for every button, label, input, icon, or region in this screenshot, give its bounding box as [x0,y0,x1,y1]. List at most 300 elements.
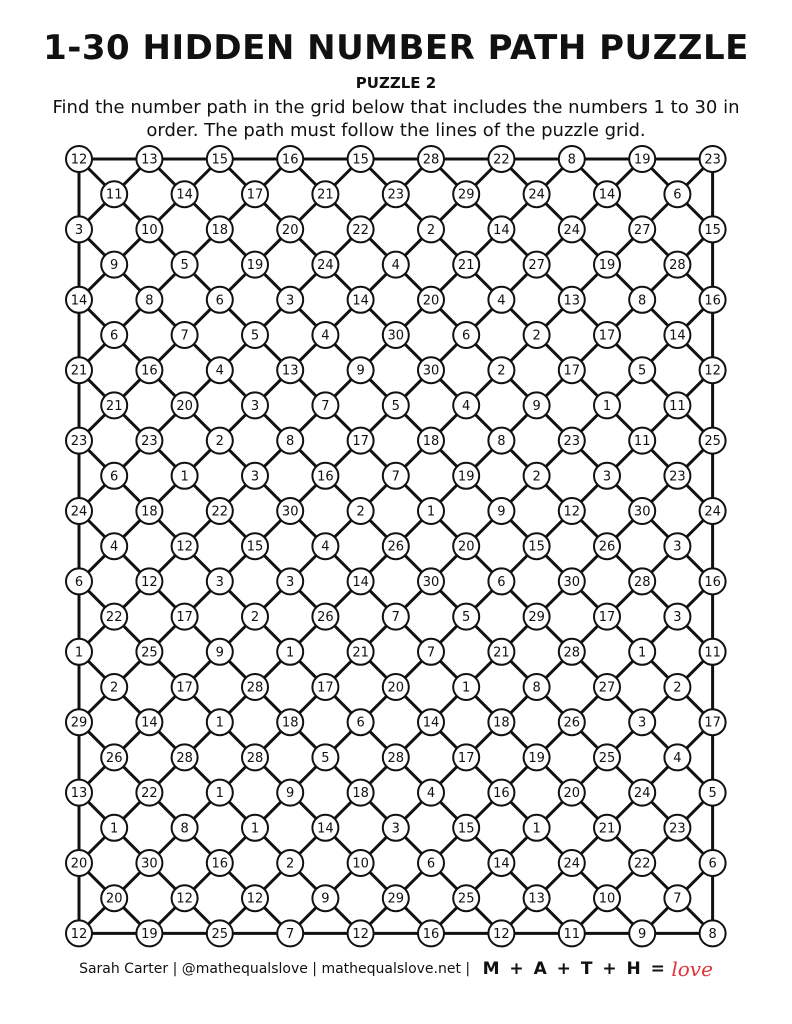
grid-node-corner [629,146,655,172]
grid-node-center [101,181,127,207]
grid-node-corner [348,780,374,806]
number-value: 18 [141,504,158,520]
grid-node-corner [418,428,444,454]
number-value: 14 [176,187,193,203]
number-value: 12 [352,926,369,942]
grid-node-center [242,885,268,911]
number-value: 25 [598,750,616,766]
grid-node-center [172,322,198,348]
grid-node-center [664,392,690,418]
number-value: 2 [215,434,224,450]
number-value: 6 [356,715,365,731]
number-value: 6 [673,187,682,203]
grid-node-corner [629,428,655,454]
number-value: 1 [462,680,471,696]
grid-node-center [524,744,550,770]
grid-node-center [383,885,409,911]
grid-node-center [101,815,127,841]
number-value: 19 [633,152,651,168]
number-value: 22 [352,222,369,238]
grid-node-corner [629,709,655,735]
grid-node-corner [700,428,726,454]
grid-node-corner [136,709,162,735]
grid-node-corner [700,920,726,946]
number-value: 12 [70,152,88,168]
number-value: 29 [70,715,88,731]
number-value: 6 [215,293,224,309]
grid-node-corner [348,287,374,313]
number-value: 4 [321,539,330,555]
grid-node-center [101,463,127,489]
number-value: 18 [422,434,440,450]
grid-node-center [594,885,620,911]
grid-node-corner [418,639,444,665]
grid-node-center [524,533,550,559]
number-value: 15 [528,539,545,555]
grid-node-corner [488,428,514,454]
number-value: 17 [317,680,334,696]
number-value: 9 [356,363,365,379]
grid-node-center [172,674,198,700]
grid-node-corner [66,146,92,172]
grid-node-corner [207,357,233,383]
number-value: 1 [74,645,84,661]
number-value: 16 [493,786,510,802]
number-value: 27 [633,222,651,238]
number-value: 19 [141,926,158,942]
number-value: 1 [215,715,224,731]
number-value: 21 [598,821,616,837]
grid-node-corner [136,428,162,454]
number-value: 5 [321,750,330,766]
footer [0,957,792,981]
grid-node-corner [488,920,514,946]
number-value: 8 [145,293,154,309]
grid-node-center [101,885,127,911]
number-value: 28 [246,750,264,766]
grid-node-corner [277,428,303,454]
grid-node-corner [488,498,514,524]
grid-node-corner [207,498,233,524]
grid-node-center [664,252,690,278]
number-value: 12 [563,504,581,520]
grid-node-corner [136,568,162,594]
grid-node-corner [348,146,374,172]
number-value: 5 [708,786,717,802]
number-value: 13 [141,152,158,168]
grid-node-center [453,252,479,278]
grid-node-corner [207,568,233,594]
grid-node-center [383,252,409,278]
grid-node-corner [277,216,303,242]
number-value: 3 [602,469,612,485]
grid-node-corner [348,498,374,524]
grid-node-center [172,815,198,841]
grid-node-corner [207,850,233,876]
number-value: 28 [246,680,264,696]
grid-node-corner [418,709,444,735]
number-value: 26 [598,539,616,555]
grid-node-center [383,674,409,700]
grid-node-corner [207,780,233,806]
grid-node-corner [136,498,162,524]
number-value: 2 [532,469,541,485]
number-value: 16 [211,856,229,872]
grid-node-corner [700,498,726,524]
number-value: 23 [70,434,88,450]
grid-node-corner [66,498,92,524]
grid-node-center [453,674,479,700]
grid-node-center [524,392,550,418]
grid-node-center [594,744,620,770]
grid-node-center [594,815,620,841]
grid-node-corner [629,920,655,946]
number-value: 16 [422,926,440,942]
grid-node-corner [559,920,585,946]
grid-node-corner [559,780,585,806]
instructions: Find the number path in the grid below that includes the numbers 1 to 30 in order. The path must follow the lines of the puzzle grid. [52,97,740,141]
number-value: 4 [321,328,330,344]
grid-node-corner [348,216,374,242]
number-value: 6 [74,574,84,590]
number-value: 16 [704,574,721,590]
number-value: 2 [532,328,541,344]
number-value: 6 [426,856,436,872]
grid-node-corner [207,428,233,454]
grid-node-corner [559,216,585,242]
number-value: 24 [563,856,581,872]
number-value: 19 [528,750,545,766]
number-value: 14 [598,187,616,203]
number-value: 13 [70,786,88,802]
grid-node-center [101,744,127,770]
number-value: 5 [250,328,260,344]
number-value: 24 [633,786,651,802]
number-value: 23 [387,187,405,203]
number-value: 9 [532,398,541,414]
number-value: 5 [180,258,189,274]
number-value: 1 [532,821,541,837]
number-value: 21 [70,363,88,379]
number-value: 19 [598,258,616,274]
grid-node-center [312,392,338,418]
number-value: 6 [110,328,119,344]
grid-node-corner [629,498,655,524]
grid-node-corner [277,146,303,172]
grid-node-corner [559,639,585,665]
grid-node-center [312,463,338,489]
number-value: 28 [176,750,193,766]
number-value: 16 [704,293,721,309]
grid-node-corner [277,498,303,524]
number-value: 7 [180,328,189,344]
number-value: 5 [391,398,400,414]
number-value: 10 [598,891,616,907]
grid-node-corner [348,357,374,383]
number-value: 23 [669,821,686,837]
grid-node-corner [559,498,585,524]
number-value: 30 [422,363,440,379]
number-value: 29 [457,187,475,203]
page-title: 1-30 HIDDEN NUMBER PATH PUZZLE [43,28,749,68]
grid-node-center [524,181,550,207]
grid-node-corner [66,357,92,383]
grid-node-corner [559,709,585,735]
grid-node-corner [66,850,92,876]
number-value: 17 [457,750,475,766]
grid-node-corner [700,639,726,665]
grid-node-center [312,604,338,630]
number-value: 1 [250,821,260,837]
grid-node-center [524,815,550,841]
grid-node-corner [277,920,303,946]
number-value: 1 [426,504,436,520]
number-value: 30 [387,328,405,344]
grid-node-center [172,604,198,630]
grid-node-center [172,744,198,770]
grid-node-corner [488,357,514,383]
grid-node-corner [488,709,514,735]
grid-node-corner [418,498,444,524]
number-value: 12 [141,574,158,590]
grid-node-corner [488,568,514,594]
grid-node-center [101,674,127,700]
number-value: 14 [669,328,686,344]
grid-node-center [664,533,690,559]
grid-node-corner [136,146,162,172]
number-value: 23 [141,434,158,450]
number-value: 7 [286,926,295,942]
number-value: 3 [673,610,682,626]
number-value: 17 [352,434,369,450]
number-value: 17 [598,328,616,344]
grid-node-corner [348,568,374,594]
number-value: 21 [457,258,475,274]
number-value: 25 [704,434,721,450]
number-value: 4 [426,786,436,802]
number-value: 8 [708,926,717,942]
number-value: 3 [74,222,84,238]
number-value: 30 [563,574,581,590]
grid-node-center [664,744,690,770]
number-value: 24 [563,222,581,238]
number-value: 25 [211,926,229,942]
number-value: 9 [215,645,224,661]
grid-node-center [524,252,550,278]
grid-node-center [453,815,479,841]
grid-node-corner [629,287,655,313]
grid-node-center [383,815,409,841]
grid-node-center [242,533,268,559]
grid-node-corner [629,216,655,242]
grid-node-corner [700,850,726,876]
grid-node-center [594,533,620,559]
grid-node-center [101,252,127,278]
number-value: 28 [387,750,405,766]
number-value: 2 [250,610,260,626]
grid-node-center [664,322,690,348]
number-value: 3 [391,821,400,837]
grid-node-center [383,744,409,770]
number-value: 22 [493,152,510,168]
number-value: 9 [638,926,647,942]
number-value: 14 [141,715,158,731]
number-value: 15 [211,152,229,168]
grid-node-corner [559,146,585,172]
grid-node-corner [629,780,655,806]
grid-node-center [524,885,550,911]
grid-node-center [383,181,409,207]
number-value: 20 [563,786,581,802]
grid-node-corner [559,428,585,454]
number-value: 28 [633,574,651,590]
number-value: 8 [638,293,647,309]
number-value: 8 [532,680,541,696]
number-value: 20 [70,856,88,872]
number-value: 1 [110,821,119,837]
number-value: 9 [321,891,330,907]
grid-node-corner [66,709,92,735]
number-value: 2 [110,680,119,696]
grid-node-corner [277,568,303,594]
grid-node-corner [629,639,655,665]
grid-node-corner [277,850,303,876]
grid-node-center [594,392,620,418]
grid-node-center [594,322,620,348]
number-value: 1 [215,786,224,802]
number-value: 22 [105,610,123,626]
number-value: 3 [215,574,224,590]
footer-credit: Sarah Carter | @mathequalslove | mathequalslove.net | [79,961,471,977]
number-value: 14 [422,715,440,731]
number-value: 4 [391,258,400,274]
grid-node-center [664,181,690,207]
number-value: 11 [669,398,686,414]
number-value: 12 [493,926,510,942]
number-value: 6 [110,469,119,485]
number-value: 3 [250,469,260,485]
grid-node-center [524,674,550,700]
number-value: 4 [462,398,471,414]
number-value: 30 [422,574,440,590]
grid-node-corner [348,850,374,876]
number-value: 21 [105,398,123,414]
grid-node-corner [559,287,585,313]
number-value: 7 [391,469,400,485]
number-value: 24 [704,504,721,520]
number-value: 23 [563,434,581,450]
grid-node-center [312,815,338,841]
number-value: 4 [673,750,682,766]
number-value: 6 [462,328,471,344]
grid-node-corner [66,639,92,665]
grid-node-center [101,392,127,418]
number-value: 14 [493,856,510,872]
number-value: 13 [563,293,581,309]
grid-node-center [242,674,268,700]
grid-node-corner [418,146,444,172]
number-value: 27 [598,680,616,696]
number-value: 28 [422,152,440,168]
number-value: 26 [563,715,581,731]
number-value: 12 [70,926,88,942]
grid-node-center [453,604,479,630]
grid-node-corner [66,568,92,594]
number-value: 6 [497,574,506,590]
number-value: 5 [462,610,471,626]
number-value: 20 [176,398,193,414]
grid-node-corner [348,709,374,735]
number-value: 23 [704,152,721,168]
grid-node-corner [277,639,303,665]
grid-node-center [594,463,620,489]
number-value: 30 [633,504,651,520]
grid-node-corner [418,357,444,383]
number-value: 21 [352,645,369,661]
number-value: 18 [352,786,369,802]
grid-node-center [172,252,198,278]
number-value: 20 [281,222,299,238]
number-value: 13 [528,891,545,907]
number-value: 11 [704,645,721,661]
grid-node-center [242,252,268,278]
number-value: 17 [598,610,616,626]
number-value: 3 [286,574,295,590]
grid-node-corner [559,568,585,594]
grid-node-corner [488,850,514,876]
grid-node-corner [66,216,92,242]
number-value: 3 [638,715,647,731]
grid-node-center [664,604,690,630]
number-value: 15 [704,222,721,238]
number-value: 1 [602,398,612,414]
number-value: 4 [110,539,119,555]
number-value: 20 [105,891,123,907]
grid-node-center [312,744,338,770]
number-value: 24 [528,187,545,203]
number-value: 8 [286,434,295,450]
grid-node-corner [66,920,92,946]
grid-node-corner [207,639,233,665]
grid-node-corner [348,428,374,454]
grid-node-center [312,252,338,278]
grid-node-center [172,181,198,207]
grid-node-center [524,322,550,348]
grid-node-center [312,885,338,911]
number-value: 29 [528,610,545,626]
grid-node-corner [700,146,726,172]
grid-node-corner [207,709,233,735]
grid-node-center [453,181,479,207]
grid-node-corner [629,568,655,594]
number-value: 23 [669,469,686,485]
grid-node-center [594,181,620,207]
grid-node-center [312,674,338,700]
grid-node-corner [488,287,514,313]
grid-node-center [524,604,550,630]
grid-node-center [453,533,479,559]
number-value: 14 [70,293,88,309]
grid-node-center [664,815,690,841]
number-value: 26 [387,539,405,555]
grid-node-center [172,463,198,489]
number-value: 11 [105,187,123,203]
number-value: 2 [286,856,295,872]
number-value: 8 [567,152,576,168]
grid-node-center [383,604,409,630]
grid-node-corner [488,639,514,665]
number-value: 24 [317,258,334,274]
